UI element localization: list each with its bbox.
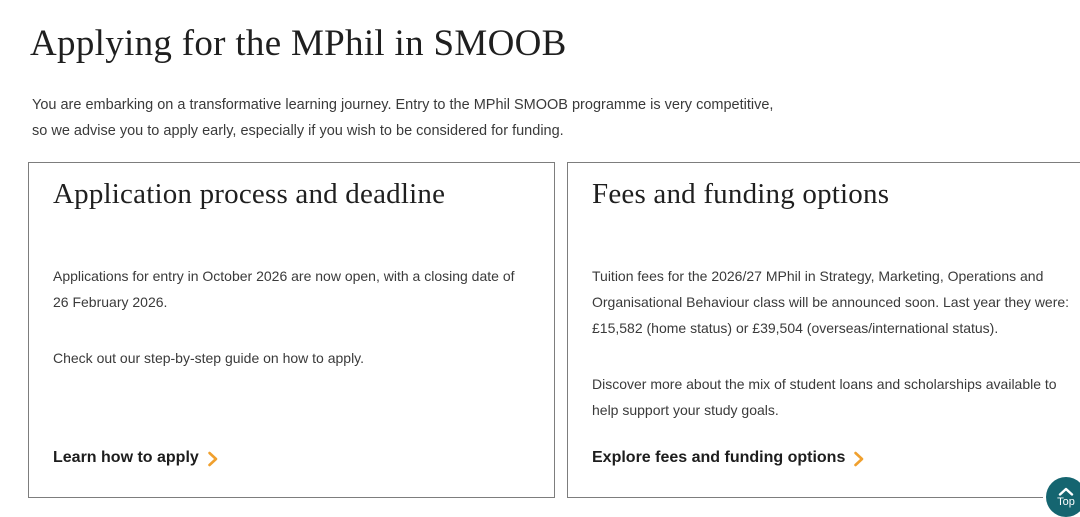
card-application-process: [28, 162, 555, 498]
link-label: Learn how to apply: [53, 449, 199, 466]
back-to-top-label: Top: [1057, 495, 1075, 508]
chevron-up-icon: [1058, 487, 1074, 495]
back-to-top-button[interactable]: [1046, 477, 1080, 517]
card-heading: Application process and deadline: [53, 178, 446, 210]
card-paragraph: Discover more about the mix of student loans and scholarships available to help support your study goals.: [592, 376, 1057, 418]
explore-fees-funding-link[interactable]: [592, 449, 864, 467]
chevron-right-icon: [207, 451, 218, 467]
link-label: Explore fees and funding options: [592, 449, 846, 466]
page-title: Applying for the MPhil in SMOOB: [30, 23, 567, 64]
card-fees-funding: [567, 162, 1080, 498]
learn-how-to-apply-link[interactable]: [53, 449, 218, 467]
card-heading: Fees and funding options: [592, 178, 890, 210]
intro-text: You are embarking on a transformative learning journey. Entry to the MPhil SMOOB programme is very competitive, so we advise you to apply early, especially if you wish to be considered for funding.: [32, 97, 774, 139]
card-paragraph: Applications for entry in October 2026 are now open, with a closing date of 26 February 2026.: [53, 268, 515, 310]
chevron-right-icon: [853, 451, 864, 467]
card-paragraph: Tuition fees for the 2026/27 MPhil in Strategy, Marketing, Operations and Organisational Behaviour class will be announced soon. Last year they were: £15,582 (home status) or £39,504 (overseas/international status).: [592, 268, 1070, 336]
card-paragraph: Check out our step-by-step guide on how to apply.: [53, 350, 365, 366]
cards-row: [28, 162, 1080, 498]
